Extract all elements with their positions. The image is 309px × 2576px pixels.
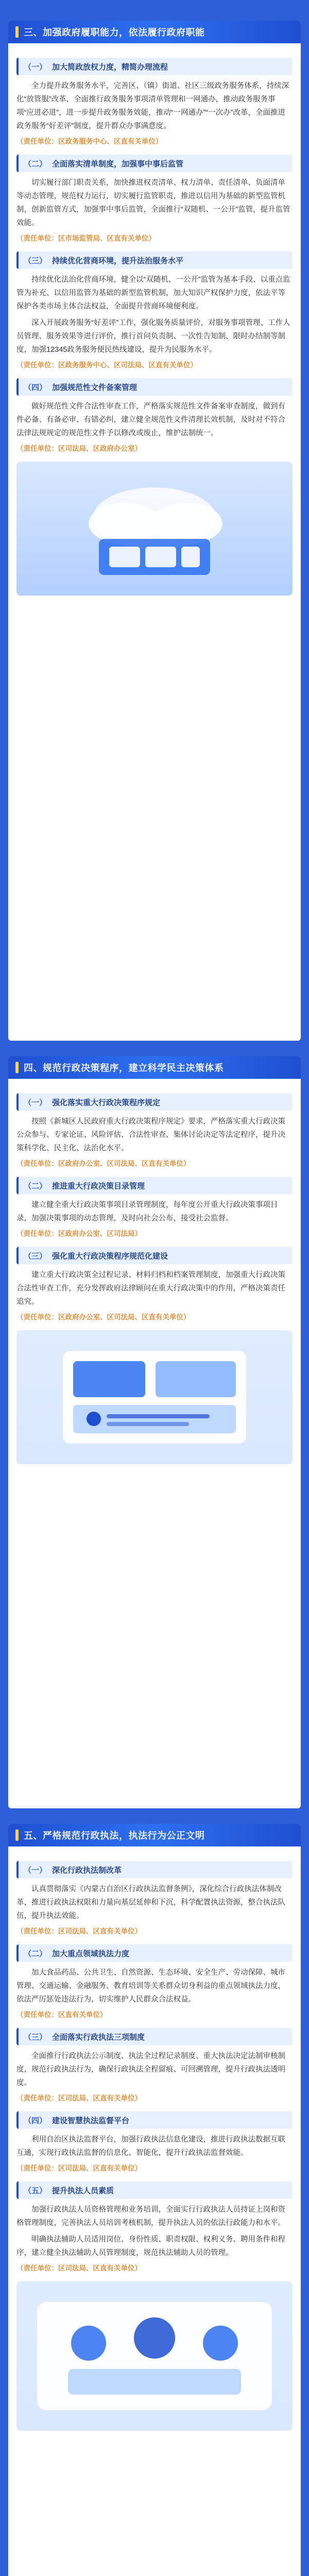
responsible-unit: （责任单位：区政府办公室、区司法局） <box>16 1230 142 1238</box>
subsection-2 <box>16 155 293 172</box>
paragraph: 明确执法辅助人员适用岗位、身份性质、职责权限、权利义务、聘用条件和程序，建立健全执法辅助人员管理制度，规范执法辅助人员的管理。 <box>16 2235 285 2257</box>
subsection-3 <box>16 251 293 269</box>
header-bar-icon <box>15 26 19 38</box>
subsection-title: 建设智慧执法监督平台 <box>52 2116 130 2125</box>
paragraph: 全面推行行政执法公示制度、执法全过程记录制度、重大执法决定法制审核制度，规范行政执法行为，确保行政执法全程留痕、可回溯管理，提升行政执法透明度。 <box>16 2052 285 2087</box>
subsection-title: 全面落实行政执法三项制度 <box>52 2032 145 2042</box>
subsection-number: （二） <box>24 1949 47 1958</box>
responsible-unit: （责任单位：区司法局、区直有关单位） <box>16 2264 142 2272</box>
paragraph: 建立健全重大行政决策事项目录管理制度，每年度公开重大行政决策事项目录，加强决策事项的动态管理，及时向社会公布，接受社会监督。 <box>16 1201 278 1223</box>
subsection-number: （五） <box>24 2186 47 2195</box>
responsible-unit: （责任单位：区司法局、区政府办公室） <box>16 445 142 452</box>
section-title: 四、规范行政决策程序，建立科学民主决策体系 <box>24 1063 224 1073</box>
paragraph: 认真贯彻落实《内蒙古自治区行政执法监督条例》，深化综合行政执法体制改革，推进行政执法权限和力量向基层延伸和下沉，科学配置执法资源，整合执法队伍，提升执法效能。 <box>16 1885 285 1920</box>
cloud-illustration <box>16 462 293 596</box>
subsection-number: （一） <box>24 62 47 72</box>
team-icon <box>16 2281 293 2431</box>
subsection-number: （一） <box>24 1866 47 1875</box>
paragraph: 利用自治区执法监督平台，加强行政执法信息化建设，推进行政执法数据互联互通，实现行政执法监督的信息化、智能化，提升行政执法监督效能。 <box>16 2136 285 2157</box>
subsection-1 <box>16 1093 293 1111</box>
responsible-unit: （责任单位：区政务服务中心、区司法局、区直有关单位） <box>16 361 197 369</box>
subsection-title: 推进重大行政决策目录管理 <box>52 1181 145 1191</box>
section-5 <box>8 1824 301 2576</box>
subsection-1 <box>16 1861 293 1878</box>
subsection-2 <box>16 1944 293 1962</box>
responsible-unit: （责任单位：区司法局、区直有关单位） <box>16 2094 142 2102</box>
section-title: 三、加强政府履职能力，依法履行政府职能 <box>24 27 205 38</box>
section-header <box>8 21 301 43</box>
subsection-3 <box>16 1247 293 1264</box>
subsection-number: （四） <box>24 383 47 392</box>
subsection-3 <box>16 2028 293 2045</box>
subsection-number: （三） <box>24 1251 47 1261</box>
subsection-number: （二） <box>24 159 47 168</box>
header-bar-icon <box>15 1829 19 1841</box>
subsection-4 <box>16 378 293 396</box>
subsection-title: 深化行政执法制改革 <box>52 1866 122 1875</box>
section-4 <box>8 1056 301 1808</box>
responsible-unit: （责任单位：区政务服务中心、区直有关单位） <box>16 138 163 145</box>
subsection-title: 提升执法人员素质 <box>52 2186 114 2195</box>
section-title: 五、严格规范行政执法，执法行为公正文明 <box>24 1831 205 1841</box>
subsection-2 <box>16 1177 293 1194</box>
paragraph: 建立重大行政决策全过程记录、材料归档和档案管理制度，加强重大行政决策合法性审查工作，充分发挥政府法律顾问在重大行政决策中的作用，严格决策责任追究。 <box>16 1271 285 1306</box>
subsection-title: 全面落实清单制度，加强事中事后监管 <box>52 159 184 168</box>
section-header <box>8 1056 301 1079</box>
responsible-unit: （责任单位：区直有关单位） <box>16 2011 107 2019</box>
responsible-unit: （责任单位：区司法局、区直有关单位） <box>16 1927 142 1935</box>
paragraph: 加强行政执法人员资格管理和业务培训，全面实行行政执法人员持证上岗和资格管理制度，完善执法人员培训考核机制，提升执法人员的依法行政能力和水平。 <box>16 2206 285 2227</box>
team-illustration <box>16 2281 293 2431</box>
subsection-number: （三） <box>24 256 47 265</box>
paragraph: 做好规范性文件合法性审查工作，严格落实规范性文件备案审查制度，做到有件必备、有备必审、有错必纠，建立健全规范性文件清理长效机制，及时对不符合法律法规规定的规范性文件予以修改或废止，维护法制统一。 <box>16 402 285 437</box>
subsection-title: 强化重大行政决策程序规范化建设 <box>52 1251 168 1261</box>
dashboard-illustration <box>16 1330 293 1464</box>
paragraph: 切实履行部门职责关系，加快推进权责清单、权力清单、责任清单、负面清单等动态管理，规范权力运行，切实履行监管职责，推进以信用为基础的新型监管机制，创新监管方式，加强事中事后监管，全面推行“双随机、一公开”监管，提升监管效能。 <box>16 179 290 227</box>
section-header <box>8 1824 301 1846</box>
section-3 <box>8 21 301 1041</box>
subsection-title: 加大简政放权力度，精简办理流程 <box>52 62 168 72</box>
paragraph: 持续优化法治化营商环境，健全以“双随机、一公开”监管为基本手段、以重点监管为补充、以信用监管为基础的新型监管机制，加大知识产权保护力度，依法平等保护各类市场主体合法权益，全面提升营商环境便利度。 <box>16 276 290 311</box>
subsection-number: （二） <box>24 1181 47 1191</box>
responsible-unit: （责任单位：区市场监管局、区直有关单位） <box>16 234 156 242</box>
header-bar-icon <box>15 1062 19 1073</box>
paragraph: 加大食品药品、公共卫生、自然资源、生态环境、安全生产、劳动保障、城市管理、交通运输、金融服务、教育培训等关系群众切身利益的重点领域执法力度，依法严厉惩处违法行为，切实维护人民群众合法权益。 <box>16 1969 285 2004</box>
subsection-number: （一） <box>24 1098 47 1107</box>
paragraph: 深入开展政务服务“好差评”工作，强化服务质量评价，对服务事项管理、工作人员管理、服务效果等进行评价，推行首问负责制、一次性告知制、限时办结制等制度，加强12345政务服务便民热线建设，提升为民服务水平。 <box>16 319 290 354</box>
subsection-4 <box>16 2111 293 2129</box>
subsection-number: （三） <box>24 2032 47 2042</box>
dashboard-icon <box>16 1330 293 1464</box>
responsible-unit: （责任单位：区司法局、区直有关单位） <box>16 2164 142 2172</box>
paragraph: 按照《新城区人民政府重大行政决策程序规定》要求，严格落实重大行政决策公众参与、专家论证、风险评估、合法性审查、集体讨论决定等法定程序，提升决策科学化、民主化、法治化水平。 <box>16 1117 285 1153</box>
responsible-unit: （责任单位：区政府办公室、区司法局、区直有关单位） <box>16 1160 191 1167</box>
subsection-1 <box>16 58 293 75</box>
subsection-title: 持续优化营商环境，提升法治服务水平 <box>52 256 184 265</box>
subsection-title: 加强规范性文件备案管理 <box>52 383 138 392</box>
paragraph: 全力提升政务服务水平，完善区、（镇）街道、社区三级政务服务体系，持续深化“放管服”改革，全面推行政务服务事项清单管理和一网通办，推动政务服务事项“应进必进”，进一步提升政务服务效能，推动“一网通办”“一次办”改革，全面推进政务服务“好差评”制度，提升群众办事满意度。 <box>16 82 289 130</box>
subsection-title: 加大重点领域执法力度 <box>52 1949 130 1958</box>
subsection-title: 强化落实重大行政决策程序规定 <box>52 1098 161 1107</box>
subsection-number: （四） <box>24 2116 47 2125</box>
subsection-5 <box>16 2181 293 2199</box>
cloud-icon <box>16 462 293 596</box>
responsible-unit: （责任单位：区政府办公室、区司法局、区直有关单位） <box>16 1313 191 1321</box>
